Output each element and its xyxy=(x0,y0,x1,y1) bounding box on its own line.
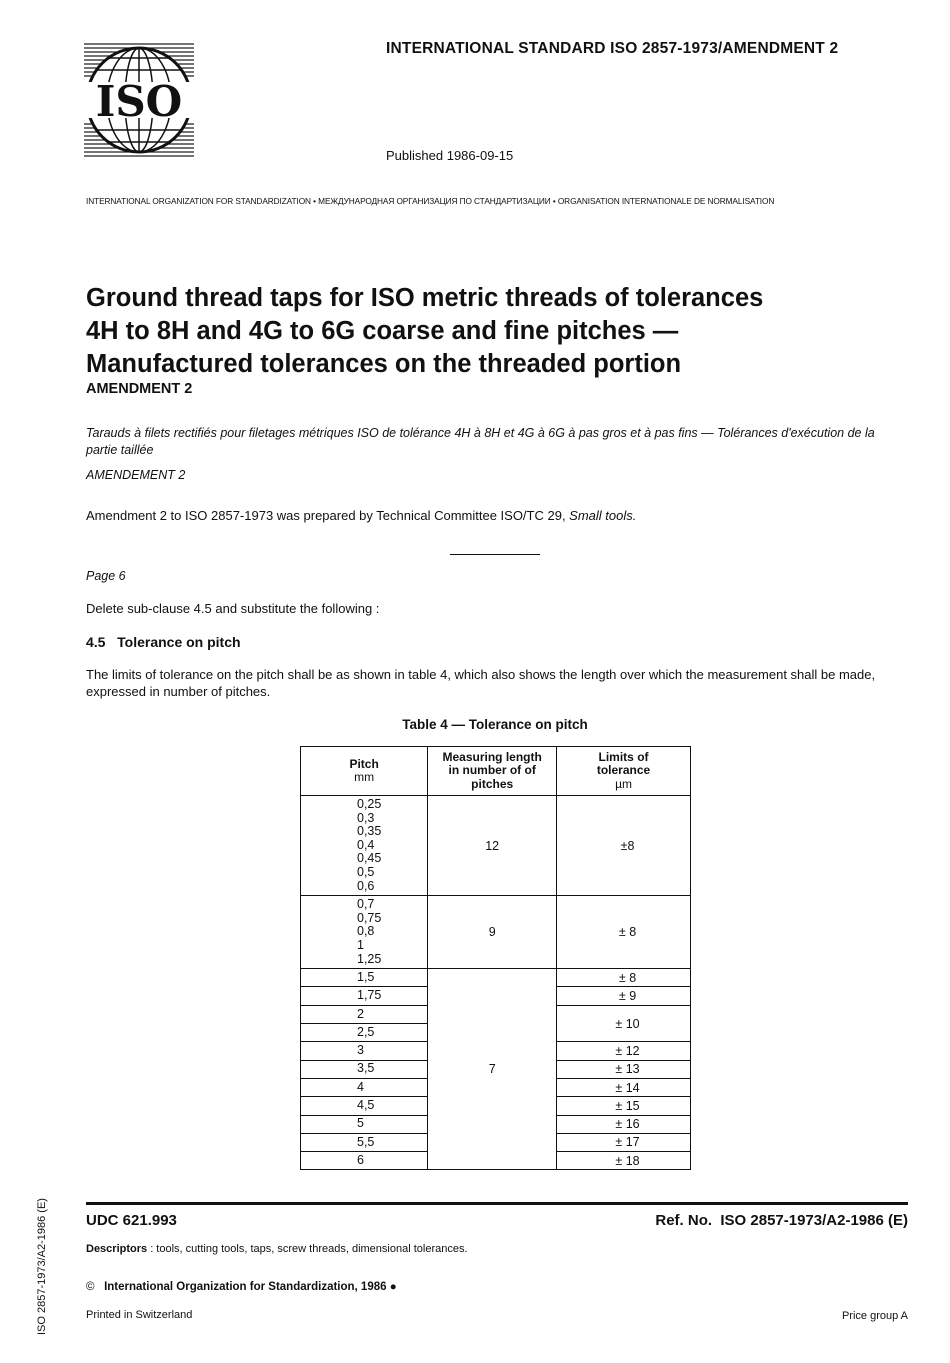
pitch-cell: 3,5 xyxy=(301,1060,428,1078)
french-amendment-label: AMENDEMENT 2 xyxy=(86,468,186,482)
header-label: Measuring length in number of of pitches xyxy=(442,749,542,791)
pitch-value: 0,7 xyxy=(357,897,375,912)
tolerance-cell: ± 18 xyxy=(557,1152,691,1170)
measuring-cell: 12 xyxy=(428,796,557,896)
copyright-icon: © xyxy=(86,1281,95,1293)
pitch-value: 0,35 xyxy=(357,824,382,839)
pitch-cell: 4,5 xyxy=(301,1097,428,1115)
header-pitch xyxy=(301,747,428,796)
side-reference: ISO 2857-1973/A2-1986 (E) xyxy=(36,1198,48,1335)
standard-title: INTERNATIONAL STANDARD ISO 2857-1973/AMENDMENT 2 xyxy=(386,40,839,57)
pitch-cell: 2 xyxy=(301,1005,428,1023)
title-line: Ground thread taps for ISO metric threads of tolerances xyxy=(86,284,764,312)
organization-line: INTERNATIONAL ORGANIZATION FOR STANDARDIZATION • МЕЖДУНАРОДНАЯ ОРГАНИЗАЦИЯ ПО СТАНДАРТИЗАЦИИ • ORGANISATION INTERNATIONALE DE NORMALISATION xyxy=(86,196,775,206)
table-caption: Table 4 — Tolerance on pitch xyxy=(402,717,588,732)
pitch-value: 0,45 xyxy=(357,851,382,866)
committee-name: Small tools. xyxy=(569,508,637,523)
french-title: Tarauds à filets rectifiés pour filetages métriques ISO de tolérance 4H à 8H et 4G à 6G à pas gros et à pas fins — Tolérances d'exécution de la partie taillée xyxy=(86,426,875,457)
divider xyxy=(450,554,540,555)
pitch-cell: 6 xyxy=(301,1152,428,1170)
pitch-cell: 1,5 xyxy=(301,969,428,987)
section-text: The limits of tolerance on the pitch shall be as shown in table 4, which also shows the length over which the measurement shall be made, expressed in number of pitches. xyxy=(86,667,876,699)
tolerance-table xyxy=(300,746,691,1170)
reference-number: Ref. No. ISO 2857-1973/A2-1986 (E) xyxy=(655,1212,908,1229)
tolerance-cell: ± 8 xyxy=(557,896,691,969)
table-header-row xyxy=(301,747,691,796)
title-line: 4H to 8H and 4G to 6G coarse and fine pitches — xyxy=(86,317,679,345)
published-date: Published 1986-09-15 xyxy=(386,148,514,163)
pitch-cell: 1,75 xyxy=(301,987,428,1005)
pitch-value: 1 xyxy=(357,937,364,952)
section-heading: 4.5 Tolerance on pitch xyxy=(86,634,241,650)
pitch-value: 0,8 xyxy=(357,924,375,939)
table-row xyxy=(301,896,691,969)
amendment-label: AMENDMENT 2 xyxy=(86,381,193,397)
footer-divider xyxy=(86,1202,908,1205)
measuring-cell: 9 xyxy=(428,896,557,969)
pitch-cell xyxy=(301,896,428,969)
prepared-by-text xyxy=(86,508,636,523)
copyright xyxy=(86,1281,397,1293)
header-label: Limits of tolerance xyxy=(596,749,651,778)
pitch-cell: 4 xyxy=(301,1078,428,1096)
tolerance-cell: ± 14 xyxy=(557,1078,691,1096)
svg-text:ISO: ISO xyxy=(95,77,183,126)
header-unit: µm xyxy=(615,776,632,791)
pitch-value: 0,6 xyxy=(357,878,375,893)
instruction-text: Delete sub-clause 4.5 and substitute the following : xyxy=(86,601,380,616)
price-group: Price group A xyxy=(841,1310,908,1322)
descriptors-label: Descriptors xyxy=(86,1243,148,1255)
tolerance-cell: ± 9 xyxy=(557,987,691,1005)
table-row xyxy=(301,969,691,987)
pitch-value: 0,25 xyxy=(357,797,382,811)
pitch-value: 0,5 xyxy=(357,864,375,879)
tolerance-cell: ± 16 xyxy=(557,1115,691,1133)
header-limits xyxy=(557,747,691,796)
pitch-value: 1,25 xyxy=(357,951,382,966)
page-reference: Page 6 xyxy=(86,569,126,583)
descriptors xyxy=(86,1243,468,1255)
title-line: Manufactured tolerances on the threaded portion xyxy=(86,350,682,378)
iso-logo xyxy=(82,40,196,160)
tolerance-cell: ± 12 xyxy=(557,1042,691,1060)
descriptors-text: : tools, cutting tools, taps, screw threads, dimensional tolerances. xyxy=(147,1243,468,1255)
pitch-cell: 5,5 xyxy=(301,1133,428,1151)
tolerance-cell: ± 10 xyxy=(557,1005,691,1042)
header-unit: mm xyxy=(354,770,375,784)
copyright-text: International Organization for Standardization, 1986 ● xyxy=(104,1281,397,1293)
prepared-prefix: Amendment 2 to ISO 2857-1973 was prepared by Technical Committee ISO/TC 29, xyxy=(86,508,570,523)
pitch-value: 0,4 xyxy=(357,837,375,852)
header-measuring-length xyxy=(428,747,557,796)
table-row xyxy=(301,796,691,896)
measuring-cell: 7 xyxy=(428,969,557,1170)
tolerance-cell: ± 17 xyxy=(557,1133,691,1151)
pitch-value: 0,3 xyxy=(357,810,375,825)
pitch-cell xyxy=(301,796,428,896)
printed-in: Printed in Switzerland xyxy=(86,1309,193,1321)
tolerance-cell: ± 15 xyxy=(557,1097,691,1115)
udc-number: UDC 621.993 xyxy=(86,1212,177,1229)
pitch-cell: 2,5 xyxy=(301,1024,428,1042)
header-label: Pitch xyxy=(349,756,379,771)
document-title xyxy=(86,282,763,381)
tolerance-cell: ±8 xyxy=(557,796,691,896)
tolerance-cell: ± 8 xyxy=(557,969,691,987)
pitch-value: 0,75 xyxy=(357,910,382,925)
tolerance-cell: ± 13 xyxy=(557,1060,691,1078)
pitch-cell: 5 xyxy=(301,1115,428,1133)
pitch-cell: 3 xyxy=(301,1042,428,1060)
